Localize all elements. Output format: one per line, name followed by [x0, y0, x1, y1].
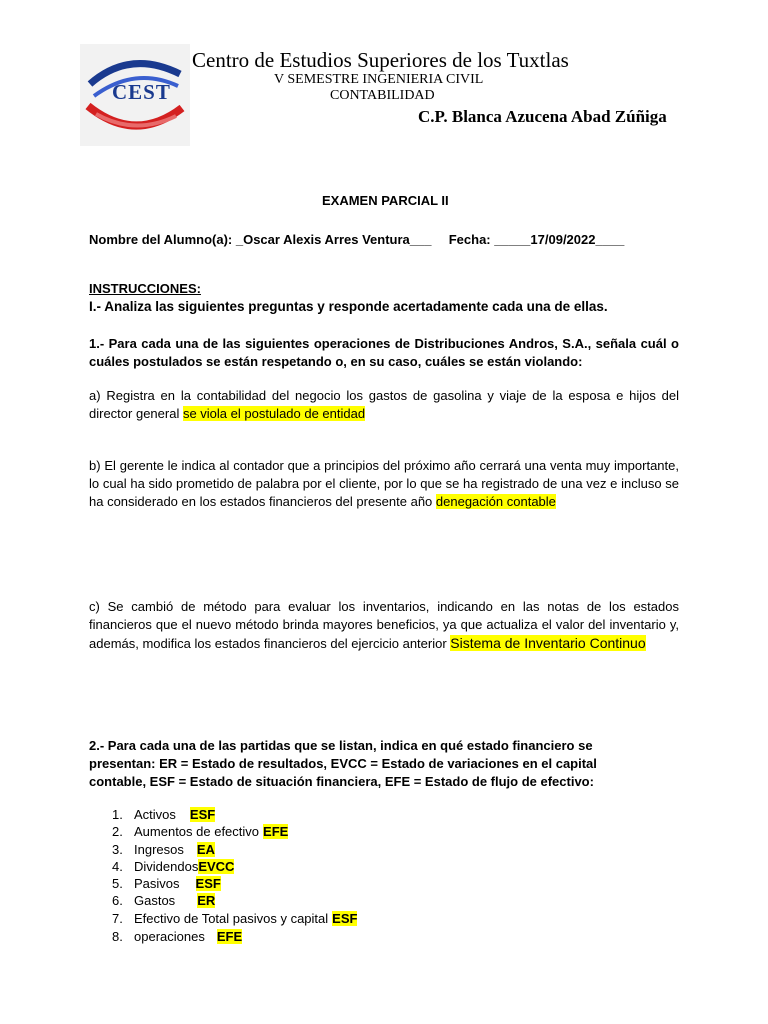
list-item-label: Pasivos: [134, 876, 180, 891]
list-item: [112, 858, 234, 875]
q1-prompt: 1.- Para cada una de las siguientes operaciones de Distribuciones Andros, S.A., señala cuál o cuáles postulados se están respetando o, en su caso, cuáles se están violando:: [89, 336, 679, 369]
list-item-number: 2.: [112, 824, 123, 839]
list-item-label: Aumentos de efectivo: [134, 824, 260, 839]
q1-c-answer: Sistema de Inventario Continuo: [450, 635, 646, 651]
list-item-answer: ER: [197, 893, 216, 908]
q1-a: [89, 387, 679, 423]
exam-title: EXAMEN PARCIAL II: [322, 193, 449, 208]
list-item-number: 5.: [112, 876, 123, 891]
list-item: [112, 928, 242, 945]
list-item-label: Ingresos: [134, 842, 184, 857]
subject-line: CONTABILIDAD: [330, 88, 435, 103]
list-item-answer: EFE: [263, 824, 289, 839]
q1-b-text: b) El gerente le indica al contador que a principios del próximo año cerrará una venta muy importante, lo cual ha sido prometido de palabra por el cliente, por lo que se ha registrado de una vez e incluso se ha considerado en los estados financieros del presente año: [89, 458, 679, 509]
list-item-number: 4.: [112, 859, 123, 874]
q1-c: [89, 598, 679, 653]
list-item: [112, 875, 221, 892]
list-item-answer: ESF: [195, 876, 221, 891]
instructions-heading: INSTRUCCIONES:: [89, 281, 201, 296]
q1-b: [89, 457, 679, 511]
list-item-answer: EVCC: [198, 859, 235, 874]
student-blank: ___: [409, 232, 432, 247]
student-line: [89, 232, 624, 247]
list-item: [112, 892, 215, 909]
date-blank: ____: [595, 232, 625, 247]
list-item: [112, 841, 215, 858]
list-item-answer: ESF: [332, 911, 358, 926]
list-item-label: Dividendos: [134, 859, 199, 874]
list-item-number: 6.: [112, 893, 123, 908]
q1-c-text: c) Se cambió de método para evaluar los inventarios, indicando en las notas de los estados financieros que el nuevo método brinda mayores beneficios, ya que actualiza el valor del inventario y, además, modifica los estados financieros del ejercicio anterior: [89, 599, 679, 651]
q2-prompt: 2.- Para cada una de las partidas que se listan, indica en qué estado financiero se presentan: ER = Estado de resultados, EVCC = Estado de variaciones en el capital contable, ESF = Estado de situación financiera, EFE = Estado de flujo de efectivo:: [89, 738, 597, 789]
student-label: Nombre del Alumno(a): _: [89, 232, 244, 247]
logo-text: CEST: [112, 80, 171, 104]
list-item: [112, 823, 288, 840]
list-item-label: Gastos: [134, 893, 176, 908]
date-value: 17/09/2022: [530, 232, 596, 247]
list-item-label: operaciones: [134, 929, 205, 944]
list-item-label: Activos: [134, 807, 176, 822]
list-item: [112, 806, 215, 823]
institution-name: Centro de Estudios Superiores de los Tuxtlas: [192, 48, 569, 72]
semester-line: V SEMESTRE INGENIERIA CIVIL: [274, 72, 484, 87]
list-item-number: 8.: [112, 929, 123, 944]
q1-b-answer: denegación contable: [435, 494, 556, 509]
list-item-number: 7.: [112, 911, 123, 926]
list-item-number: 1.: [112, 807, 123, 822]
list-item-answer: EFE: [216, 929, 243, 944]
q1-a-answer: se viola el postulado de entidad: [182, 406, 366, 421]
q1-a-text: a) Registra en la contabilidad del negocio los gastos de gasolina y viaje de la esposa e hijos del director general: [89, 388, 679, 421]
list-item: [112, 910, 357, 927]
cest-logo: [80, 44, 190, 146]
teacher-name: C.P. Blanca Azucena Abad Zúñiga: [418, 107, 667, 126]
list-item-answer: ESF: [189, 807, 216, 822]
list-item-label: Efectivo de Total pasivos y capital: [134, 911, 329, 926]
list-item-number: 3.: [112, 842, 123, 857]
student-name: Oscar Alexis Arres Ventura: [243, 232, 410, 247]
list-item-answer: EA: [196, 842, 215, 857]
section-one-text: I.- Analiza las siguientes preguntas y responde acertadamente cada una de ellas.: [89, 299, 608, 314]
date-label: Fecha: _____: [448, 232, 531, 247]
